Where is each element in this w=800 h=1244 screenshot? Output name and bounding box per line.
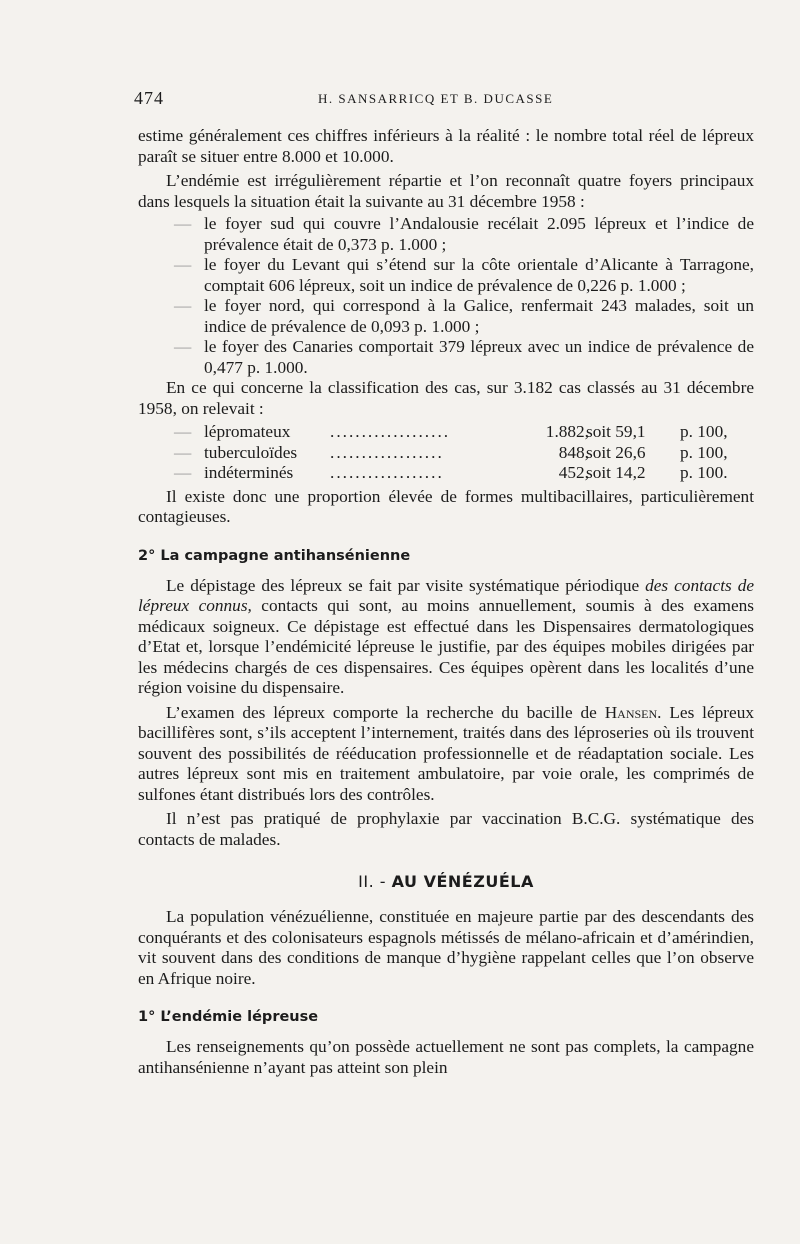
paragraph-classification: En ce qui concerne la classification des cas, sur 3.182 cas classés au 31 décembre 1958, on relevait : [138, 378, 754, 418]
paragraph-estimate: estime généralement ces chiffres inférieurs à la réalité : le nombre total réel de lépreux paraît se situer entre 8.000 et 10.000. [138, 126, 754, 166]
screening-text-end: contacts qui sont, au moins annuellement, soumis à des examens médicaux soigneux. Ce dépistage est effectué dans les Dispensaires dermatologiques d’Etat et, lorsque l’endémicité lépreuse le justifie, par des équipes mobiles dirigées par les médecins chargés de ces dispensaires. Ces équipes opèrent dans les localités d’une région voisine du dispensaire. [138, 596, 754, 697]
foyer-nord-text: le foyer nord, qui correspond à la Galice, renfermait 243 malades, soit un indice de prévalence de 0,093 p. 1.000 ; [204, 296, 754, 336]
dash-marker: — [174, 442, 192, 462]
paragraph-multibacillary: Il existe donc une proportion élevée de formes multibacillaires, particulièrement contagieuses. [138, 486, 754, 526]
screening-italic-phrase: des contacts de lépreux connus, [138, 575, 755, 615]
chapter-number: II. - [358, 872, 387, 891]
list-item [138, 337, 754, 378]
dot-leader: .................. [330, 442, 444, 462]
class-label: indéterminés [204, 463, 294, 482]
class-percent: soit 14,2 [586, 463, 646, 482]
examination-text-start: L’examen des lépreux comporte la recherche du bacille de [166, 702, 605, 722]
foyers-list [138, 214, 754, 378]
list-item [138, 214, 754, 255]
dash-marker: — [174, 255, 192, 274]
page-number: 474 [134, 88, 164, 108]
dash-marker: — [174, 463, 192, 482]
running-title: H. SANSARRICQ ET B. DUCASSE [318, 91, 554, 106]
foyer-sud-text: le foyer sud qui couvre l’Andalousie recélait 2.095 lépreux et l’indice de prévalence était de 0,373 p. 1.000 ; [204, 214, 754, 254]
section-heading-endemic: 1° L’endémie lépreuse [138, 1009, 319, 1025]
examination-text-end: . Les lépreux bacillifères sont, s’ils acceptent l’internement, traités dans des léproseries où ils trouvent souvent des possibilités de rééducation professionnelle et de réadaptation sociale. Les autres lépreux sont mis en traitement ambulatoire, par voie orale, les comprimés de sulfones étant distribués lors des contrôles. [138, 702, 755, 804]
class-unit: p. 100, [680, 422, 728, 441]
paragraph-endemic-distribution: L’endémie est irrégulièrement répartie et l’on reconnaît quatre foyers principaux dans lesquels la situation était la suivante au 31 décembre 1958 : [138, 171, 754, 211]
paragraph-population: La population vénézuélienne, constituée en majeure partie par des descendants des conquérants et des colonisateurs espagnols métissés de mélano-africain et d’amérindien, vit souvent dans des conditions de manque d’hygiène rappelant celles que l’on observe en Afrique noire. [138, 907, 754, 988]
page [134, 88, 755, 1078]
chapter-heading [138, 872, 754, 891]
class-percent: soit 59,1 [586, 422, 646, 441]
classification-table [138, 422, 754, 484]
paragraph-examination [138, 703, 754, 806]
list-item [138, 296, 754, 337]
dash-marker: — [174, 422, 192, 441]
dot-leader: .................. [330, 463, 444, 482]
table-row [138, 463, 754, 484]
table-row [138, 422, 754, 443]
paragraph-bcg: Il n’est pas pratiqué de prophylaxie par vaccination B.C.G. systématique des contacts de malades. [138, 809, 754, 849]
paragraph-screening [138, 576, 754, 699]
class-unit: p. 100. [680, 463, 728, 482]
class-count: 1.882, [545, 422, 589, 441]
section-heading-campaign: 2° La campagne antihansénienne [138, 547, 411, 564]
list-item [138, 255, 754, 296]
chapter-title: AU VÉNÉZUÉLA [391, 872, 534, 891]
dash-marker: — [174, 337, 192, 356]
class-unit: p. 100, [680, 442, 728, 462]
class-label: lépromateux [204, 422, 291, 441]
dash-marker: — [174, 296, 192, 315]
class-percent: soit 26,6 [586, 442, 646, 462]
running-head [134, 88, 754, 110]
class-label: tuberculoïdes [204, 442, 298, 462]
screening-text-start: Le dépistage des lépreux se fait par visite systématique périodique [166, 575, 646, 595]
dot-leader: ................... [330, 422, 451, 441]
foyer-canaries-text: le foyer des Canaries comportait 379 lépreux avec un indice de prévalence de 0,477 p. 1.000. [204, 337, 754, 377]
paragraph-information: Les renseignements qu’on possède actuellement ne sont pas complets, la campagne antihansénienne n’ayant pas atteint son plein [138, 1037, 754, 1077]
table-row [138, 443, 754, 464]
dash-marker: — [174, 214, 192, 233]
hansen-smallcaps: Hansen [604, 702, 658, 722]
foyer-levant-text: le foyer du Levant qui s’étend sur la côte orientale d’Alicante à Tarragone, comptait 606 lépreux, soit un indice de prévalence de 0,226 p. 1.000 ; [204, 255, 754, 295]
class-count: 848, [558, 442, 589, 462]
class-count: 452, [558, 463, 589, 482]
